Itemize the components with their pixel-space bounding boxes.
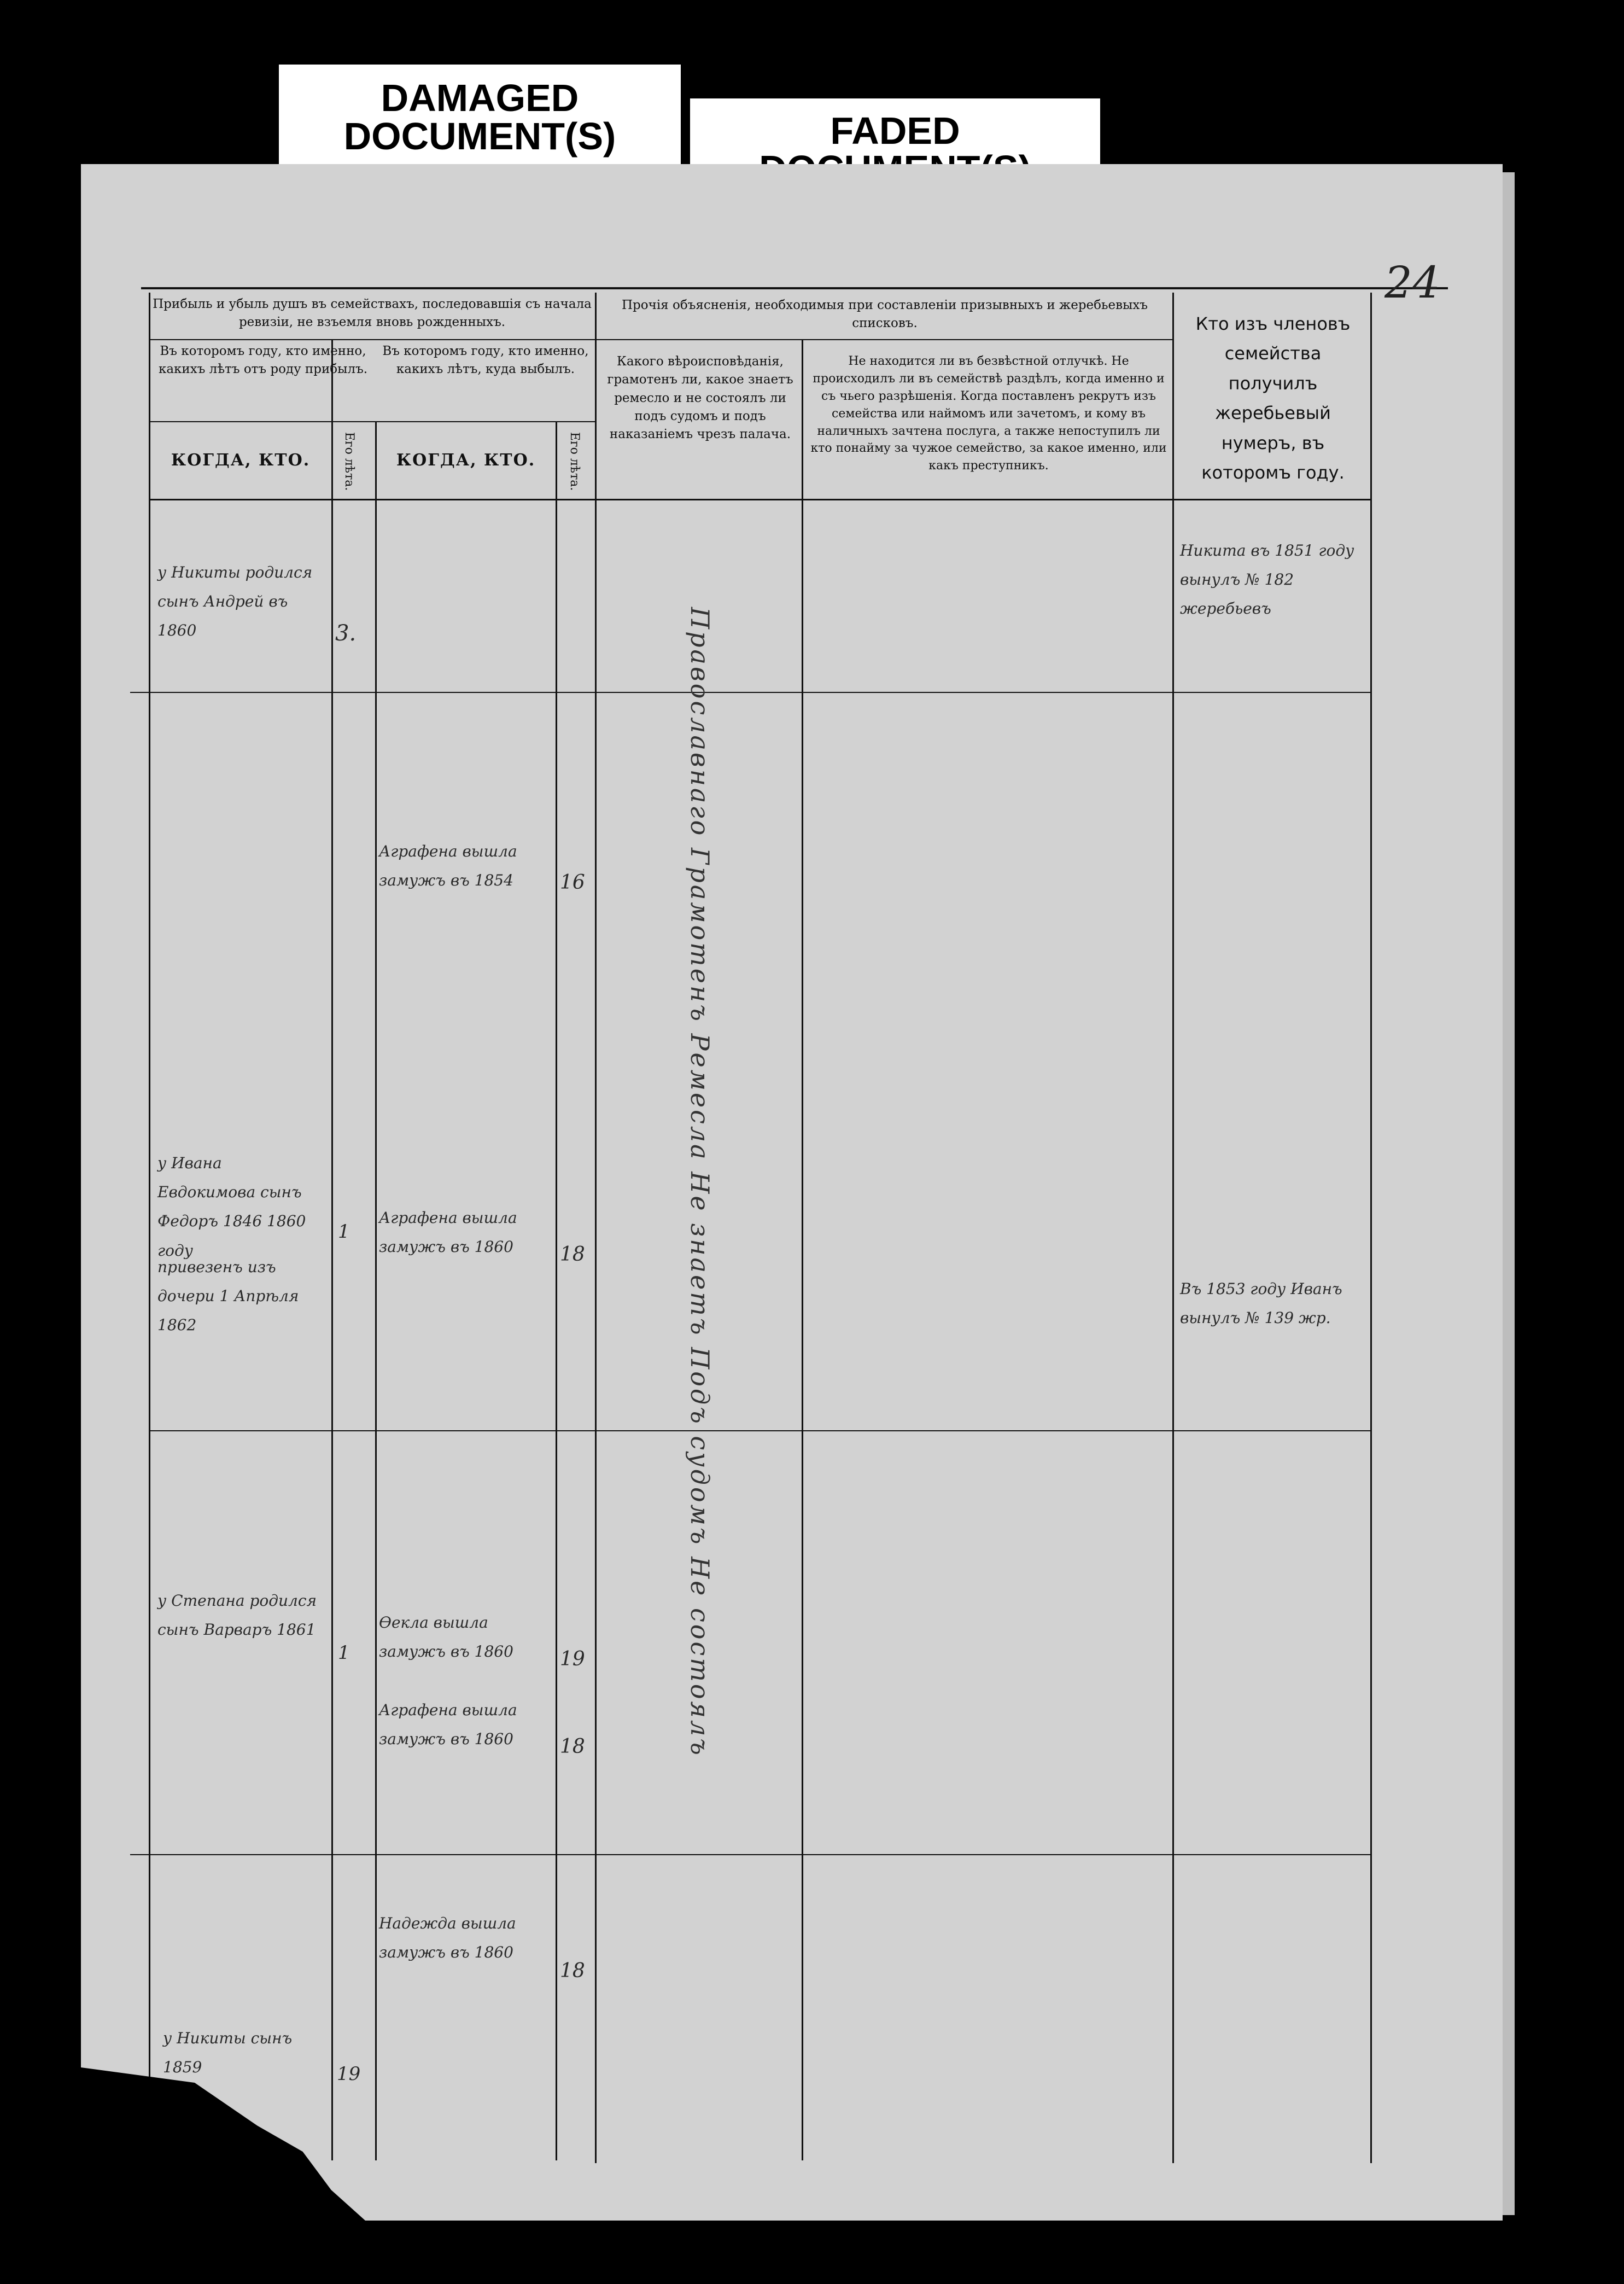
frame-left-line — [149, 293, 150, 2163]
header-age-1: Его лѣта. — [342, 432, 356, 491]
entry-3-loss: Аграфена вышла замужъ въ 1860 — [379, 1209, 517, 1256]
header-loss-year: Въ которомъ году, кто именно, какихъ лѣтъ, куда выбылъ. — [382, 344, 589, 377]
header-absence: Не находится ли въ безвѣстной отлучкѣ. Не происходилъ ли въ семействѣ раздѣлъ, когда именно и съ чьего разрѣшенія. Когда поставленъ рекрутъ изъ семейства или наймомъ или зачетомъ, и кому въ наличныхъ зачтена послуга, а также непоступилъ ли кто понаймy за чужое семейство, за какое именно, или какъ преступникъ. — [810, 354, 1167, 473]
entry-3-loss-age: 18 — [560, 1243, 585, 1266]
entry-3-gain-2: привезенъ изъ дочери 1 Апрѣля 1862 — [157, 1258, 299, 1335]
entry-4-loss-2: Аграфена вышла замужъ въ 1860 — [379, 1701, 517, 1749]
faded-documents-label: FADED — [690, 98, 1100, 167]
religion-side-note: Православнаго Грамотенъ Ремесла Не знаетъ Подъ судомъ Не состоялъ — [685, 607, 715, 1757]
header-gain-loss: Прибыль и убыль душъ въ семействахъ, последовавшія съ начала ревизіи, не взъемля вновь рожденныхъ. — [153, 297, 592, 330]
entry-5-loss-age: 18 — [560, 1960, 585, 1982]
entry-3-gain-age: 1 — [338, 1221, 350, 1243]
row-separator-3 — [130, 1854, 1371, 1855]
entry-2-loss: Аграфена вышла замужъ въ 1854 — [379, 842, 517, 890]
col-line-6 — [1172, 293, 1174, 2163]
header-gain-year: Въ которомъ году, кто именно, какихъ лѣтъ отъ роду прибылъ. — [158, 344, 368, 377]
page-edge — [1503, 172, 1515, 2215]
col-line-1 — [331, 339, 333, 2160]
folio-number: 24 — [1385, 257, 1440, 308]
header-when-who-2: КОГДА, КТО. — [396, 451, 536, 470]
header-sub-line-2 — [595, 339, 1172, 340]
entry-6-gain: у Никиты сынъ 1859 — [163, 2029, 293, 2077]
header-religion: Какого вѣроисповѣданія, грамотенъ ли, какое знаетъ ремесло и не состоялъ ли подъ судомъ и подъ наказаніемъ чрезъ палача. — [607, 354, 793, 442]
damaged-label-line1: DAMAGED — [381, 77, 579, 119]
entry-5-loss: Надежда вышла замужъ въ 1860 — [379, 1914, 516, 1962]
col-line-4 — [595, 293, 597, 2163]
entry-4-gain-age: 1 — [338, 1642, 350, 1664]
frame-right-line — [1370, 293, 1372, 2163]
frame-top-line — [141, 287, 1448, 289]
header-when-who-1: КОГДА, КТО. — [171, 451, 311, 470]
header-sub-line-3 — [149, 421, 595, 422]
entry-6-gain-age: 19 — [337, 2063, 361, 2085]
col-line-3 — [556, 421, 557, 2160]
entry-1-lot: Никита въ 1851 году вынулъ № 182 жеребьевъ — [1180, 541, 1354, 618]
entry-3-gain: у Ивана Евдокимова сынъ Федоръ 1846 1860 году — [157, 1154, 306, 1260]
entry-4-loss-1-age: 19 — [560, 1648, 585, 1670]
damaged-documents-label — [279, 65, 681, 174]
ledger-page — [81, 164, 1503, 2221]
entry-1-gain-age: 3. — [335, 621, 357, 646]
row-separator-2 — [149, 1430, 1371, 1431]
entry-3-lot: Въ 1853 году Иванъ вынулъ № 139 жр. — [1180, 1280, 1342, 1327]
entry-4-loss-1: Ѳекла вышла замужъ въ 1860 — [379, 1613, 513, 1661]
header-age-2: Его лѣта. — [568, 432, 581, 491]
header-lot-number: Кто изъ членовъ семейства получилъ жеребьевый нумеръ, въ которомъ году. — [1195, 313, 1351, 483]
row-separator-1 — [130, 692, 1371, 693]
entry-4-loss-2-age: 18 — [560, 1735, 585, 1758]
header-other-explanations: Прочія объясненія, необходимыя при составленіи призывныхъ и жеребьевыхъ списковъ. — [621, 298, 1148, 331]
entry-2-loss-age: 16 — [560, 871, 585, 894]
header-sub-line-1 — [149, 339, 595, 340]
col-line-2 — [375, 421, 377, 2160]
col-line-5 — [802, 339, 803, 2160]
damaged-label-line2: DOCUMENT(S) — [343, 115, 616, 158]
entry-4-gain: у Степана родился сынъ Варваръ 1861 — [157, 1592, 317, 1639]
entry-1-gain: у Никиты родился сынъ Андрей въ 1860 — [157, 563, 313, 640]
